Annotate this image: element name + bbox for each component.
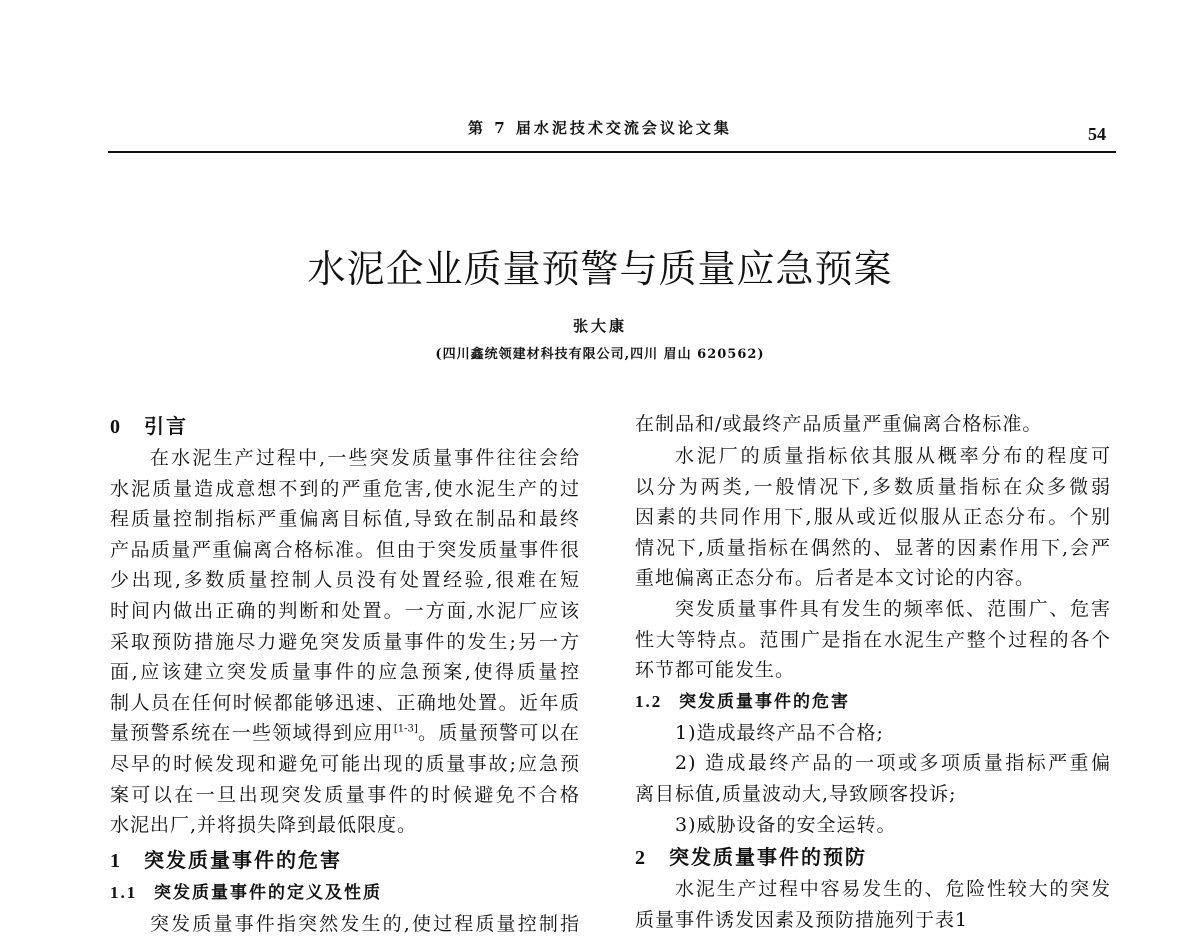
text-line: 水泥厂的质量指标依其服从概率分布的程度可 [675, 445, 1111, 467]
text-line: 水泥生产过程中容易发生的、危险性较大的突发 [675, 878, 1111, 901]
right-column [635, 409, 1111, 935]
text-line: 性大等特点。范围广是指在水泥生产整个过程的各个 [635, 628, 1111, 651]
text-line: 时间内做出正确的判断和处置。一方面,水泥厂应该 [110, 599, 580, 622]
text-line: 以分为两类,一般情况下,多数质量指标在众多微弱 [635, 475, 1111, 498]
section-heading-1 [110, 843, 580, 877]
section-number: 1.2 [635, 691, 663, 711]
citation[interactable]: [1-3] [393, 724, 418, 736]
section-number: 2 [635, 847, 647, 870]
list-item: 离目标值,质量波动大,导致顾客投诉; [635, 782, 957, 805]
section-number: 1 [110, 849, 122, 872]
section-heading-2 [635, 840, 1111, 874]
section-title: 突发质量事件的危害 [679, 691, 850, 712]
left-column [110, 409, 580, 939]
text-line: 产品质量严重偏离合格标准。但由于突发质量事件很 [110, 538, 580, 561]
section-title: 突发质量事件的预防 [669, 845, 867, 870]
section-heading-0 [110, 409, 580, 443]
section-title: 突发质量事件的定义及性质 [154, 882, 382, 903]
page-number: 54 [1088, 124, 1106, 144]
text-line: 在水泥生产过程中,一些突发质量事件往往会给 [150, 447, 580, 469]
text-line: 水泥质量造成意想不到的严重危害,使水泥生产的过 [110, 477, 580, 500]
text-line: 制人员在任何时候都能够迅速、正确地处置。近年质 [110, 691, 580, 714]
paper-title: 水泥企业质量预警与质量应急预案 [307, 247, 893, 291]
text-line: 重地偏离正态分布。后者是本文讨论的内容。 [635, 567, 1036, 590]
text-line: 水泥出厂,并将损失降到最低限度。 [110, 814, 418, 837]
list-item: 2) 造成最终产品的一项或多项质量指标严重偏 [675, 752, 1111, 775]
text-span: 量预警系统在一些领域得到应用 [110, 722, 394, 745]
list-item: 3)威胁设备的安全运转。 [675, 813, 897, 836]
text-line: 质量事件诱发因素及预防措施列于表1 [635, 908, 969, 931]
header-rule [108, 151, 1116, 153]
affiliation: (四川鑫统领建材科技有限公司,四川 眉山 620562) [435, 347, 765, 362]
text-line: 环节都可能发生。 [635, 659, 796, 682]
text-line [110, 718, 580, 749]
text-line: 突发质量事件具有发生的频率低、范围广、危害 [675, 597, 1111, 620]
text-line: 情况下,质量指标在偶然的、显著的因素作用下,会严 [635, 536, 1111, 559]
subsection-heading-1-2 [635, 686, 1111, 718]
running-header: 第 7 届水泥技术交流会议论文集 [468, 119, 732, 137]
text-line: 案可以在一旦出现突发质量事件的时候避免不合格 [110, 783, 580, 806]
section-title: 突发质量事件的危害 [144, 847, 342, 872]
text-line: 程质量控制指标严重偏离目标值,导致在制品和最终 [110, 508, 580, 531]
text-span: 。质量预警可以在 [417, 722, 580, 745]
text-line: 少出现,多数质量控制人员没有处置经验,很难在短 [110, 569, 580, 592]
text-line: 尽早的时候发现和避免可能出现的质量事故;应急预 [110, 752, 580, 775]
section-title: 引言 [144, 414, 188, 438]
section-number: 1.1 [110, 882, 138, 902]
text-line: 面,应该建立突发质量事件的应急预案,使得质量控 [110, 661, 580, 684]
list-item: 1)造成最终产品不合格; [675, 721, 884, 744]
text-line: 在制品和/或最终产品质量严重偏离合格标准。 [635, 413, 1043, 435]
author: 张大康 [572, 317, 627, 335]
subsection-heading-1-1 [110, 877, 580, 909]
text-line: 突发质量事件指突然发生的,使过程质量控制指 [150, 912, 580, 935]
section-number: 0 [110, 416, 122, 438]
text-line: 因素的共同作用下,服从或近似服从正态分布。个别 [635, 506, 1111, 529]
text-line: 采取预防措施尽力避免突发质量事件的发生;另一方 [110, 630, 580, 653]
